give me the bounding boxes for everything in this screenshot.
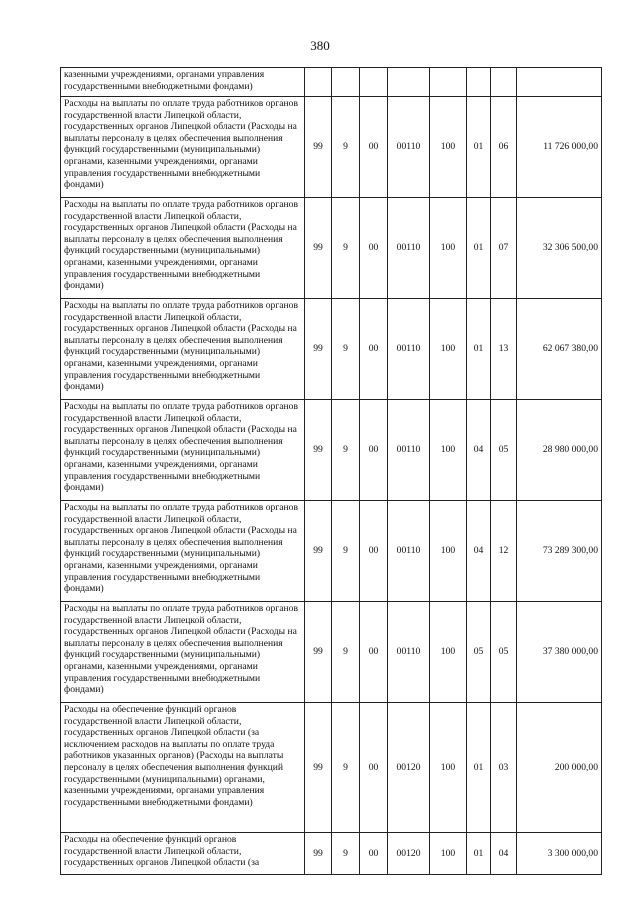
cell-subprogram xyxy=(332,68,360,97)
cell-expense-type: 100 xyxy=(430,97,467,198)
cell-section: 01 xyxy=(467,833,491,875)
cell-amount: 11 726 000,00 xyxy=(517,97,602,198)
row-description: Расходы на выплаты по оплате труда работников органов государственной власти Липецкой области, государственных органов Липецкой области (Расходы на выплаты персоналу в целях обеспечения выполнения функций государственными (муниципальными) органами, казенными учреждениями, органами управления государственными внебюджетными фондами) xyxy=(61,400,305,501)
table-row xyxy=(61,400,602,501)
cell-amount: 32 306 500,00 xyxy=(517,198,602,299)
cell-subprogram: 9 xyxy=(332,703,360,833)
cell-expense-type: 100 xyxy=(430,602,467,703)
cell-program: 99 xyxy=(305,501,332,602)
cell-expense-type: 100 xyxy=(430,299,467,400)
cell-section: 04 xyxy=(467,400,491,501)
row-description: казенными учреждениями, органами управления государственными внебюджетными фондами) xyxy=(61,68,305,97)
cell-subsection: 04 xyxy=(491,833,517,875)
cell-amount xyxy=(517,68,602,97)
row-description: Расходы на выплаты по оплате труда работников органов государственной власти Липецкой области, государственных органов Липецкой области (Расходы на выплаты персоналу в целях обеспечения выполнения функций государственными (муниципальными) органами, казенными учреждениями, органами управления государственными внебюджетными фондами) xyxy=(61,97,305,198)
cell-subprogram: 9 xyxy=(332,198,360,299)
cell-main-event: 00 xyxy=(360,602,388,703)
cell-expense-type: 100 xyxy=(430,833,467,875)
cell-amount: 200 000,00 xyxy=(517,703,602,833)
cell-main-event: 00 xyxy=(360,299,388,400)
table-row xyxy=(61,501,602,602)
cell-subsection: 05 xyxy=(491,602,517,703)
cell-expense-type: 100 xyxy=(430,501,467,602)
cell-amount: 37 380 000,00 xyxy=(517,602,602,703)
cell-amount: 3 300 000,00 xyxy=(517,833,602,875)
cell-direction xyxy=(388,68,430,97)
cell-section: 05 xyxy=(467,602,491,703)
cell-subsection: 05 xyxy=(491,400,517,501)
page-number: 380 xyxy=(310,38,330,53)
cell-section xyxy=(467,68,491,97)
cell-expense-type: 100 xyxy=(430,198,467,299)
cell-section: 01 xyxy=(467,198,491,299)
table-row xyxy=(61,68,602,97)
cell-expense-type: 100 xyxy=(430,703,467,833)
cell-expense-type xyxy=(430,68,467,97)
cell-program: 99 xyxy=(305,703,332,833)
cell-subprogram: 9 xyxy=(332,501,360,602)
row-description: Расходы на обеспечение функций органов государственной власти Липецкой области, государственных органов Липецкой области (за исключением расходов на выплаты по оплате труда работников указанных органов) (Расходы на выплаты персоналу в целях обеспечения выполнения функций государственными (муниципальными) органами, казенными учреждениями, органами управления государственными внебюджетными фондами) xyxy=(61,703,305,833)
cell-main-event: 00 xyxy=(360,501,388,602)
row-description: Расходы на выплаты по оплате труда работников органов государственной власти Липецкой области, государственных органов Липецкой области (Расходы на выплаты персоналу в целях обеспечения выполнения функций государственными (муниципальными) органами, казенными учреждениями, органами управления государственными внебюджетными фондами) xyxy=(61,501,305,602)
cell-main-event xyxy=(360,68,388,97)
cell-program: 99 xyxy=(305,299,332,400)
cell-subprogram: 9 xyxy=(332,97,360,198)
cell-direction: 00120 xyxy=(388,703,430,833)
table-row xyxy=(61,97,602,198)
row-description: Расходы на выплаты по оплате труда работников органов государственной власти Липецкой области, государственных органов Липецкой области (Расходы на выплаты персоналу в целях обеспечения выполнения функций государственными (муниципальными) органами, казенными учреждениями, органами управления государственными внебюджетными фондами) xyxy=(61,602,305,703)
cell-program xyxy=(305,68,332,97)
cell-program: 99 xyxy=(305,602,332,703)
table-row xyxy=(61,198,602,299)
cell-direction: 00110 xyxy=(388,501,430,602)
cell-subsection: 13 xyxy=(491,299,517,400)
cell-expense-type: 100 xyxy=(430,400,467,501)
cell-section: 01 xyxy=(467,299,491,400)
cell-direction: 00120 xyxy=(388,833,430,875)
row-description: Расходы на обеспечение функций органов государственной власти Липецкой области, государственных органов Липецкой области (за xyxy=(61,833,305,875)
cell-main-event: 00 xyxy=(360,198,388,299)
row-description: Расходы на выплаты по оплате труда работников органов государственной власти Липецкой области, государственных органов Липецкой области (Расходы на выплаты персоналу в целях обеспечения выполнения функций государственными (муниципальными) органами, казенными учреждениями, органами управления государственными внебюджетными фондами) xyxy=(61,198,305,299)
cell-main-event: 00 xyxy=(360,400,388,501)
cell-section: 04 xyxy=(467,501,491,602)
table-row xyxy=(61,833,602,875)
cell-section: 01 xyxy=(467,97,491,198)
cell-program: 99 xyxy=(305,97,332,198)
cell-main-event: 00 xyxy=(360,833,388,875)
budget-table xyxy=(60,67,602,875)
cell-amount: 62 067 380,00 xyxy=(517,299,602,400)
cell-amount: 73 289 300,00 xyxy=(517,501,602,602)
cell-program: 99 xyxy=(305,198,332,299)
cell-subprogram: 9 xyxy=(332,833,360,875)
cell-direction: 00110 xyxy=(388,198,430,299)
cell-subsection: 03 xyxy=(491,703,517,833)
cell-main-event: 00 xyxy=(360,97,388,198)
cell-program: 99 xyxy=(305,400,332,501)
cell-direction: 00110 xyxy=(388,602,430,703)
cell-program: 99 xyxy=(305,833,332,875)
cell-direction: 00110 xyxy=(388,400,430,501)
cell-subsection xyxy=(491,68,517,97)
cell-main-event: 00 xyxy=(360,703,388,833)
table-row xyxy=(61,299,602,400)
cell-direction: 00110 xyxy=(388,299,430,400)
cell-direction: 00110 xyxy=(388,97,430,198)
table-row xyxy=(61,602,602,703)
cell-subsection: 06 xyxy=(491,97,517,198)
cell-subprogram: 9 xyxy=(332,602,360,703)
cell-subsection: 12 xyxy=(491,501,517,602)
cell-subsection: 07 xyxy=(491,198,517,299)
cell-subprogram: 9 xyxy=(332,299,360,400)
cell-amount: 28 980 000,00 xyxy=(517,400,602,501)
cell-subprogram: 9 xyxy=(332,400,360,501)
row-description: Расходы на выплаты по оплате труда работников органов государственной власти Липецкой области, государственных органов Липецкой области (Расходы на выплаты персоналу в целях обеспечения выполнения функций государственными (муниципальными) органами, казенными учреждениями, органами управления государственными внебюджетными фондами) xyxy=(61,299,305,400)
table-row xyxy=(61,703,602,833)
cell-section: 01 xyxy=(467,703,491,833)
